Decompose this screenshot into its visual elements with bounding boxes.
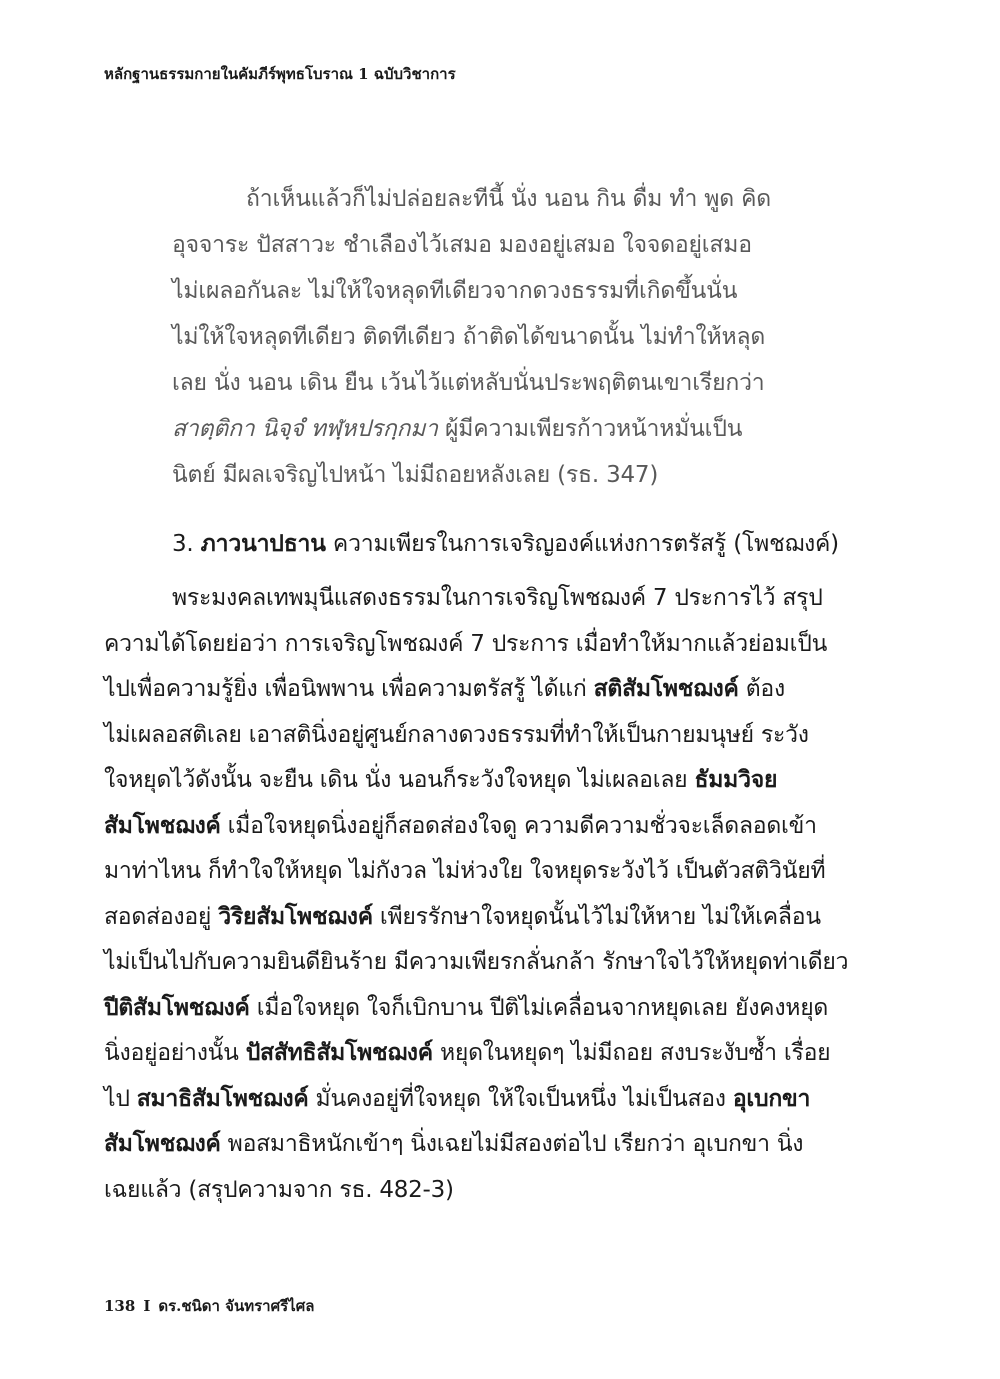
term-sambojjhanga: สัมโพชฌงค์ <box>104 1131 221 1157</box>
body-line: ความได้โดยย่อว่า การเจริญโพชฌงค์ 7 ประการ เมื่อทำให้มากแล้วย่อมเป็น <box>104 630 828 657</box>
body-text: หยุดในหยุดๆ ไม่มีถอย สงบระงับซ้ำ เรื่อย <box>432 1040 831 1066</box>
body-text: ไป <box>104 1085 137 1112</box>
body-line: มาท่าไหน ก็ทำใจให้หยุด ไม่กังวล ไม่ห่วงใย ใจหยุดระวังไว้ เป็นตัวสติวินัยที่ <box>104 858 826 884</box>
block-quote <box>172 176 792 498</box>
term-passaddhi: ปัสสัทธิสัมโพชฌงค์ <box>245 1040 433 1066</box>
page-number: 138 <box>104 1297 136 1315</box>
term-samadhi: สมาธิสัมโพชฌงค์ <box>136 1085 309 1112</box>
section-subtitle: ความเพียรในการเจริญองค์แห่งการตรัสรู้ (โพชฌงค์) <box>325 531 839 557</box>
quote-text: ผู้มีความเพียรก้าวหน้าหมั่นเป็น <box>437 416 743 442</box>
body-line <box>104 1077 860 1123</box>
footer-author: ดร.ชนิดา จันทราศรีไศล <box>158 1297 315 1315</box>
body-text: เพียรรักษาใจหยุดนั้นไว้ไม่ให้หาย ไม่ให้เคลื่อน <box>372 903 821 930</box>
quote-line: ถ้าเห็นแล้วก็ไม่ปล่อยละทีนี้ นั่ง นอน กิน ดื่ม ทำ พูด คิด <box>246 186 772 212</box>
body-text: เมื่อใจหยุด ใจก็เบิกบาน ปีติไม่เคลื่อนจากหยุดเลย ยังคงหยุด <box>249 994 829 1021</box>
body-text: ไปเพื่อความรู้ยิ่ง เพื่อนิพพาน เพื่อความตรัสรู้ ได้แก่ <box>104 676 594 702</box>
body-text: เมื่อใจหยุดนิ่งอยู่ก็สอดส่องใจดู ความดีความชั่วจะเล็ดลอดเข้า <box>220 812 817 839</box>
body-text: มั่นคงอยู่ที่ใจหยุด ให้ใจเป็นหนึ่ง ไม่เป็นสอง <box>308 1085 733 1112</box>
running-header-title: หลักฐานธรรมกายในคัมภีร์พุทธโบราณ 1 ฉบับวิชาการ <box>104 65 456 83</box>
body-paragraph <box>104 576 860 1213</box>
quote-line <box>172 406 792 452</box>
term-upekkha: อุเบกขา <box>732 1085 811 1112</box>
body-line: ไม่เผลอสติเลย เอาสตินิ่งอยู่ศูนย์กลางดวงธรรมที่ทำให้เป็นกายมนุษย์ ระวัง <box>104 721 809 748</box>
body-text: สอดส่องอยู่ <box>104 903 219 930</box>
body-text: ใจหยุดไว้ดังนั้น จะยืน เดิน นั่ง นอนก็ระวังใจหยุด ไม่เผลอเลย <box>104 767 695 793</box>
quote-line: ไม่ให้ใจหลุดทีเดียว ติดทีเดียว ถ้าติดได้ขนาดนั้น ไม่ทำให้หลุด <box>172 324 766 350</box>
section-title: ภาวนาปธาน <box>200 531 326 557</box>
term-sati: สติสัมโพชฌงค์ <box>593 676 739 702</box>
body-text: พอสมาธิหนักเข้าๆ นิ่งเฉยไม่มีสองต่อไป เรียกว่า อุเบกขา นิ่ง <box>220 1131 804 1157</box>
term-dhammavicaya: ธัมมวิจย <box>694 767 778 793</box>
body-text: นิ่งอยู่อย่างนั้น <box>104 1040 246 1066</box>
body-line <box>104 986 860 1032</box>
body-text: ต้อง <box>738 676 785 702</box>
quote-line: นิตย์ มีผลเจริญไปหน้า ไม่มีถอยหลังเลย (รธ. 347) <box>172 462 659 488</box>
body-line <box>104 667 860 713</box>
term-sambojjhanga: สัมโพชฌงค์ <box>104 812 221 839</box>
body-line: พระมงคลเทพมุนีแสดงธรรมในการเจริญโพชฌงค์ 7 ประการไว้ สรุป <box>172 585 823 611</box>
quote-line: ไม่เผลอกันละ ไม่ให้ใจหลุดทีเดียวจากดวงธรรมที่เกิดขึ้นนั่น <box>172 278 738 304</box>
body-line <box>104 1122 860 1168</box>
pali-phrase: สาตฺติกา นิจฺจํ ทฬฺหปรกฺกมา <box>172 416 438 442</box>
body-line: เฉยแล้ว (สรุปความจาก รธ. 482-3) <box>104 1176 454 1203</box>
quote-line: อุจจาระ ปัสสาวะ ชำเลืองไว้เสมอ มองอยู่เสมอ ใจจดอยู่เสมอ <box>172 232 752 258</box>
footer-separator: I <box>143 1297 151 1315</box>
quote-line: เลย นั่ง นอน เดิน ยืน เว้นไว้แต่หลับนั่นประพฤติตนเขาเรียกว่า <box>172 370 765 396</box>
body-line <box>104 1031 860 1077</box>
section-heading <box>172 524 839 564</box>
body-line <box>104 895 860 941</box>
term-viriya: วิริยสัมโพชฌงค์ <box>218 903 373 930</box>
section-number: 3. <box>172 531 194 557</box>
page-footer <box>104 1294 314 1318</box>
body-line <box>104 758 860 804</box>
body-line: ไม่เป็นไปกับความยินดียินร้าย มีความเพียรกลั่นกล้า รักษาใจไว้ให้หยุดท่าเดียว <box>104 949 849 975</box>
term-piti: ปีติสัมโพชฌงค์ <box>104 994 250 1021</box>
body-line <box>104 804 860 850</box>
